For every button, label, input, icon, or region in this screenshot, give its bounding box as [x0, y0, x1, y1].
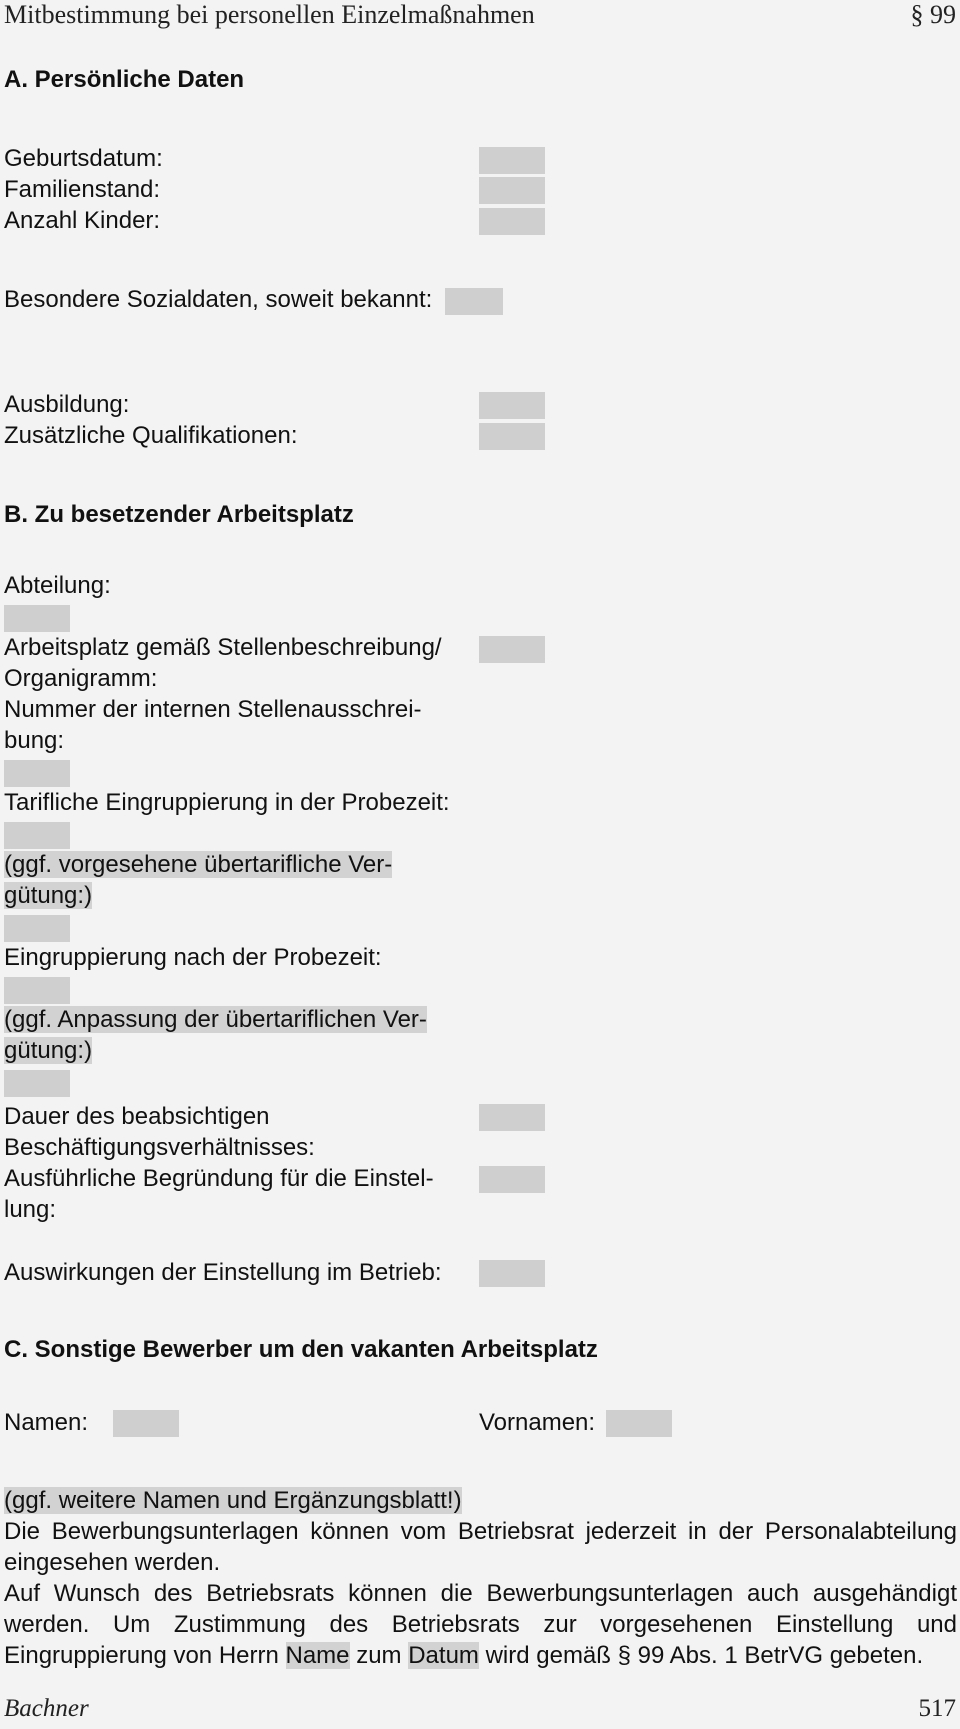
section-a-heading: A. Persönliche Daten — [4, 66, 245, 93]
field-social-data[interactable] — [445, 288, 503, 315]
header-title: Mitbestimmung bei personellen Einzelmaßnahmen — [4, 0, 535, 29]
label-duration: Dauer des beabsichtigen — [4, 1103, 270, 1130]
paragraph-request — [4, 1578, 957, 1671]
field-impact[interactable] — [479, 1260, 545, 1287]
placeholder-date[interactable]: Datum — [408, 1642, 479, 1669]
field-number-children[interactable] — [479, 208, 545, 235]
field-education[interactable] — [479, 392, 545, 419]
label-department: Abteilung: — [4, 572, 111, 599]
section-b-heading: B. Zu besetzender Arbeitsplatz — [4, 501, 354, 528]
label-number-children: Anzahl Kinder: — [4, 207, 161, 234]
footer-author: Bachner — [4, 1695, 89, 1722]
field-extra-pay[interactable] — [4, 915, 70, 942]
label-qualifications: Zusätzliche Qualifikationen: — [4, 422, 298, 449]
field-names[interactable] — [113, 1410, 179, 1437]
label-firstnames: Vornamen: — [479, 1409, 596, 1436]
paragraph-documents: Die Bewerbungsunterlagen können vom Betriebsrat jederzeit in der Personalabteilung eingesehen werden. — [4, 1518, 957, 1576]
note-more-names — [4, 1485, 462, 1516]
paragraph-request-text: Auf Wunsch des Betriebsrats können die Bewerbungsunterlagen auch ausgehändigt werden. Um Zustimmung des Betriebsrats zur vorgesehenen Einstellung und Eingruppierung von Herrn — [4, 1580, 957, 1669]
label-extra-pay-text: (ggf. vorgesehene übertarifliche Ver- — [4, 851, 393, 878]
label-posting-number: Nummer der internen Stellenausschrei- — [4, 696, 422, 723]
label-extra-pay — [4, 849, 392, 880]
field-tariff-probation[interactable] — [4, 822, 70, 849]
label-extra-pay-cont — [4, 880, 92, 911]
label-tariff-probation: Tarifliche Eingruppierung in der Probezeit: — [4, 789, 450, 816]
label-impact: Auswirkungen der Einstellung im Betrieb: — [4, 1259, 442, 1286]
paragraph-request-end: wird gemäß § 99 Abs. 1 BetrVG gebeten. — [478, 1642, 924, 1669]
label-reason: Ausführliche Begründung für die Einstel- — [4, 1165, 434, 1192]
label-reason-cont: lung: — [4, 1196, 57, 1223]
label-education: Ausbildung: — [4, 391, 130, 418]
footer-page-number: 517 — [918, 1695, 956, 1722]
field-workplace[interactable] — [479, 636, 545, 663]
label-pay-adjustment-text: (ggf. Anpassung der übertariflichen Ver- — [4, 1006, 427, 1033]
label-after-probation: Eingruppierung nach der Probezeit: — [4, 944, 382, 971]
label-duration-cont: Beschäftigungsverhältnisses: — [4, 1134, 315, 1161]
label-pay-adjustment-cont — [4, 1035, 92, 1066]
field-after-probation[interactable] — [4, 977, 70, 1004]
placeholder-name[interactable]: Name — [285, 1642, 350, 1669]
field-marital-status[interactable] — [479, 177, 545, 204]
label-workplace: Arbeitsplatz gemäß Stellenbeschreibung/ — [4, 634, 442, 661]
label-pay-adjustment-cont-text: gütung:) — [4, 1037, 93, 1064]
field-posting-number[interactable] — [4, 760, 70, 787]
note-more-names-text: (ggf. weitere Namen und Ergänzungsblatt!) — [4, 1487, 462, 1514]
field-duration[interactable] — [479, 1104, 545, 1131]
label-names: Namen: — [4, 1409, 89, 1436]
field-department[interactable] — [4, 605, 70, 632]
label-social-data: Besondere Sozialdaten, soweit bekannt: — [4, 286, 433, 313]
field-firstnames[interactable] — [606, 1410, 672, 1437]
label-posting-number-cont: bung: — [4, 727, 65, 754]
label-birthdate: Geburtsdatum: — [4, 145, 163, 172]
label-pay-adjustment — [4, 1004, 427, 1035]
field-qualifications[interactable] — [479, 423, 545, 450]
header-section-number: § 99 — [910, 0, 956, 29]
field-pay-adjustment[interactable] — [4, 1070, 70, 1097]
label-marital-status: Familienstand: — [4, 176, 161, 203]
label-workplace-cont: Organigramm: — [4, 665, 158, 692]
paragraph-request-connector: zum — [349, 1642, 409, 1669]
label-extra-pay-cont-text: gütung:) — [4, 882, 93, 909]
section-c-heading: C. Sonstige Bewerber um den vakanten Arbeitsplatz — [4, 1336, 598, 1363]
field-reason[interactable] — [479, 1166, 545, 1193]
field-birthdate[interactable] — [479, 147, 545, 174]
